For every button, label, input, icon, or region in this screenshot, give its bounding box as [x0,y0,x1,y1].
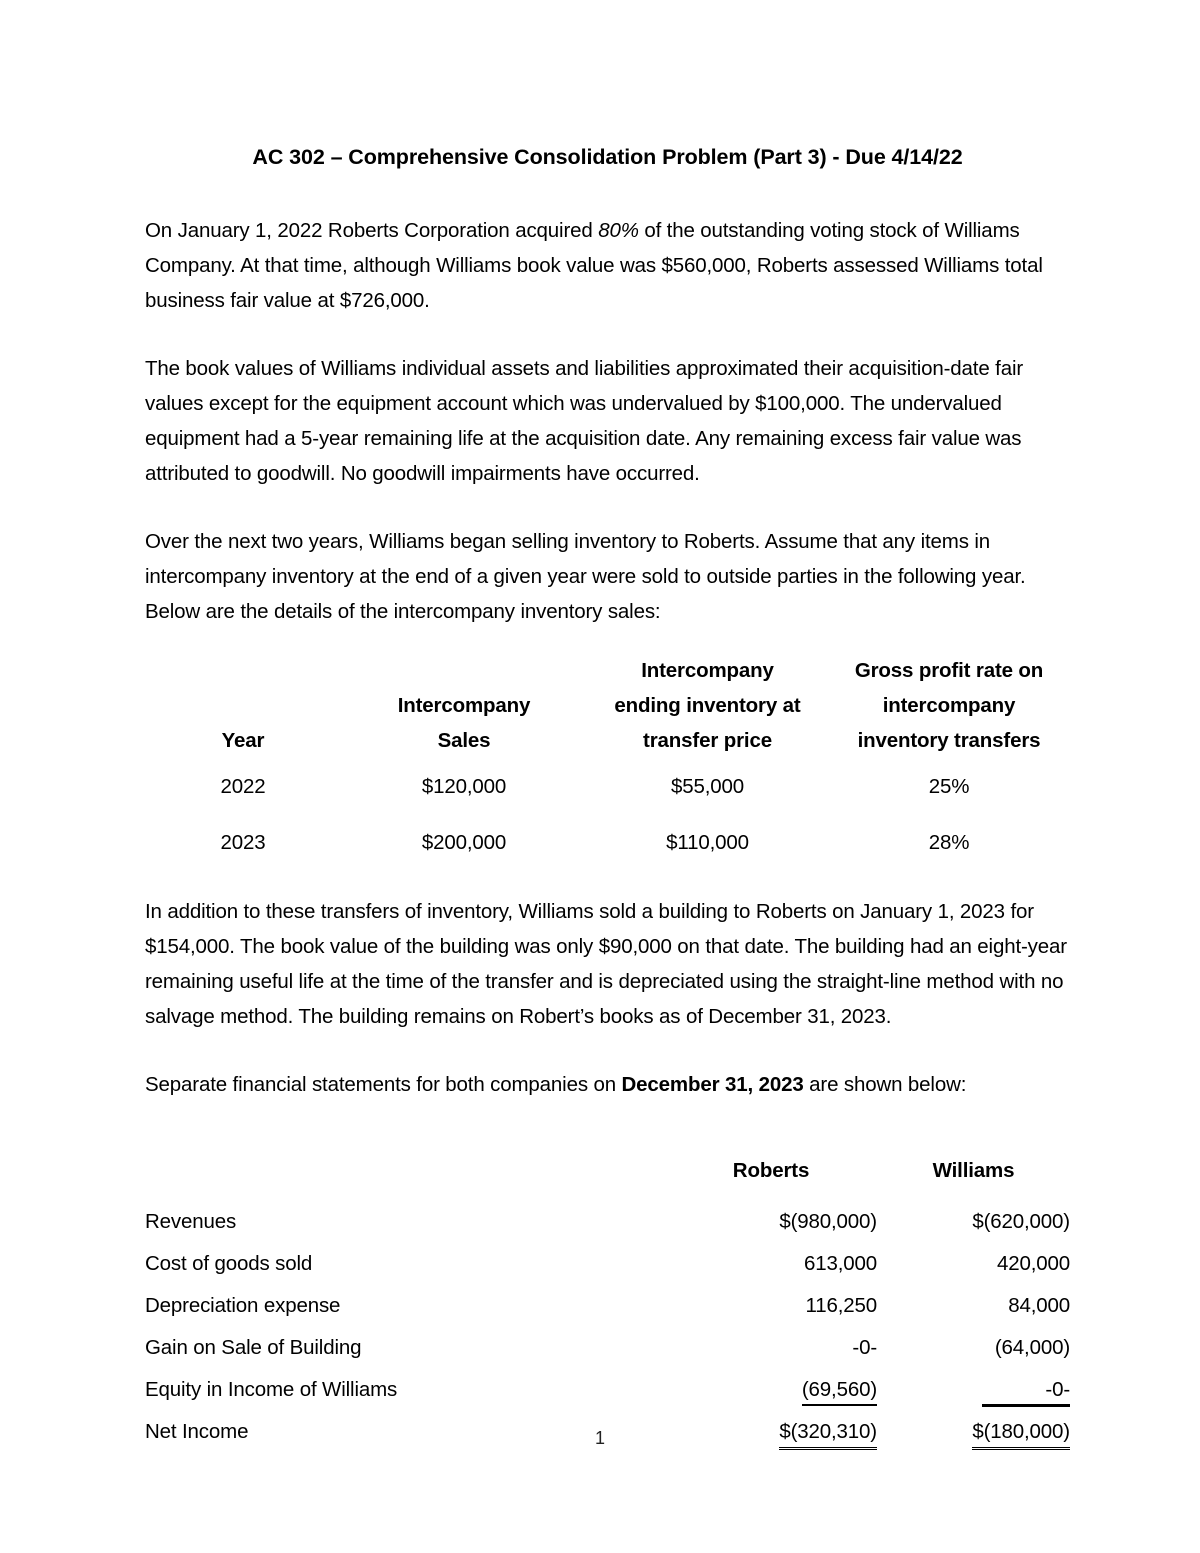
inventory-cell-sales: $120,000 [421,774,507,798]
spacer [145,1102,1070,1150]
statement-date: December 31, 2023 [621,1073,804,1096]
paragraph-acquisition [145,213,1070,318]
inventory-header-cell [341,653,587,688]
page-title: AC 302 – Comprehensive Consolidation Problem (Part 3) - Due 4/14/22 [252,145,963,169]
inventory-cell-ending-inventory: $55,000 [670,774,745,798]
financial-header-roberts: Roberts [732,1159,810,1182]
financial-row-label: Cost of goods sold [145,1252,313,1275]
inventory-header-cell [145,653,341,688]
financial-value-williams: (64,000) [994,1336,1070,1359]
inventory-header-cell: Intercompany [397,694,531,717]
financial-row-label: Depreciation expense [145,1294,341,1317]
document-body [145,140,1070,1453]
page-number: 1 [594,1428,605,1448]
paragraph-inventory-intro: Over the next two years, Williams began selling inventory to Roberts. Assume that any items in intercompany inventory at the end of a given year were sold to outside parties in the following year. Below are the details of the intercompany inventory sales: [145,530,1026,623]
inventory-header-cell: ending inventory at [614,694,801,717]
financial-value-williams [877,1369,1070,1411]
inventory-cell-sales: $200,000 [421,830,507,854]
table-row [145,1369,1070,1411]
inventory-cell-gross-profit-rate: 28% [928,830,970,854]
table-row [145,1201,1070,1243]
inventory-header-cell-sales: Sales [437,729,491,752]
inventory-header-cell: Intercompany [641,659,774,682]
spacer [145,629,1070,653]
statements-intro-text-b: are shown below: [803,1073,967,1096]
inventory-cell-ending-inventory: $110,000 [666,830,749,854]
paragraph-statements-intro [145,1067,1070,1102]
paragraph-book-values: The book values of Williams individual assets and liabilities approximated their acquisition-date fair values except for the equipment account which was undervalued by $100,000. The undervalued equipment had a 5-year remaining life at the acquisition date. Any remaining excess fair value was attributed to goodwill. No goodwill impairments have occurred. [145,357,1024,485]
financial-value-roberts: 116,250 [805,1294,877,1317]
financial-value-roberts: 613,000 [803,1252,877,1275]
financial-header-row [145,1150,1070,1201]
table-row [145,814,1070,870]
financial-row-label: Net Income [145,1420,249,1443]
inventory-header-cell: Gross profit rate on [854,659,1044,682]
table-row [145,1327,1070,1369]
spacer [145,1034,1070,1067]
statements-intro-text-a: Separate financial statements for both companies on [145,1073,622,1096]
financial-value-roberts [665,1369,877,1411]
financial-value-williams: $(620,000) [972,1210,1070,1233]
financial-row-label: Gain on Sale of Building [145,1336,362,1359]
financial-header-williams: Williams [932,1159,1015,1182]
financial-value-williams: 84,000 [1008,1294,1070,1317]
inventory-header-cell-transfer-price: transfer price [643,729,772,752]
table-row [145,758,1070,814]
paragraph-acquisition-text-a: On January 1, 2022 Roberts Corporation acquired [145,219,599,242]
financial-row-label: Equity in Income of Williams [145,1378,398,1401]
inventory-cell-year: 2023 [220,830,266,854]
financial-value-roberts: -0- [852,1336,877,1359]
inventory-cell-gross-profit-rate: 25% [928,774,970,798]
subtotal-rule-value: -0- [982,1377,1070,1407]
inventory-header-cell: intercompany [882,694,1016,717]
intercompany-inventory-table [145,653,1070,870]
inventory-header-cell-gross-profit: inventory transfers [857,729,1041,752]
spacer [145,174,1070,213]
inventory-header-line-1 [145,653,1070,688]
financial-value-williams: 420,000 [996,1252,1070,1275]
inventory-header-line-3 [145,723,1070,758]
spacer [145,491,1070,524]
inventory-header-cell [145,688,341,723]
inventory-header-line-2 [145,688,1070,723]
financial-header-blank [145,1150,665,1201]
paragraph-building-transfer: In addition to these transfers of inventory, Williams sold a building to Roberts on January 1, 2023 for $154,000. The book value of the building was only $90,000 on that date. The building had an eight-year remaining useful life at the time of the transfer and is depreciated using the straight-line method with no salvage method. The building remains on Robert’s books as of December 31, 2023. [145,900,1067,1028]
spacer [145,318,1070,351]
paragraph-acquisition-text-b: of the outstanding voting stock of Williams Company. At that time, although Williams book value was $560,000, Roberts assessed Williams total business fair value at $726,000. [145,219,1043,312]
total-rule-value: $(180,000) [972,1419,1070,1450]
subtotal-rule-value: (69,560) [802,1377,877,1406]
total-rule-value: $(320,310) [779,1419,877,1450]
ownership-percent: 80% [598,219,639,242]
financial-value-roberts: $(980,000) [779,1210,877,1233]
financial-row-label: Revenues [145,1210,237,1233]
spacer [145,870,1070,894]
financial-statements-table [145,1150,1070,1453]
inventory-cell-year: 2022 [220,774,266,798]
table-row [145,1285,1070,1327]
table-row [145,1243,1070,1285]
inventory-header-cell-year: Year [221,729,265,752]
